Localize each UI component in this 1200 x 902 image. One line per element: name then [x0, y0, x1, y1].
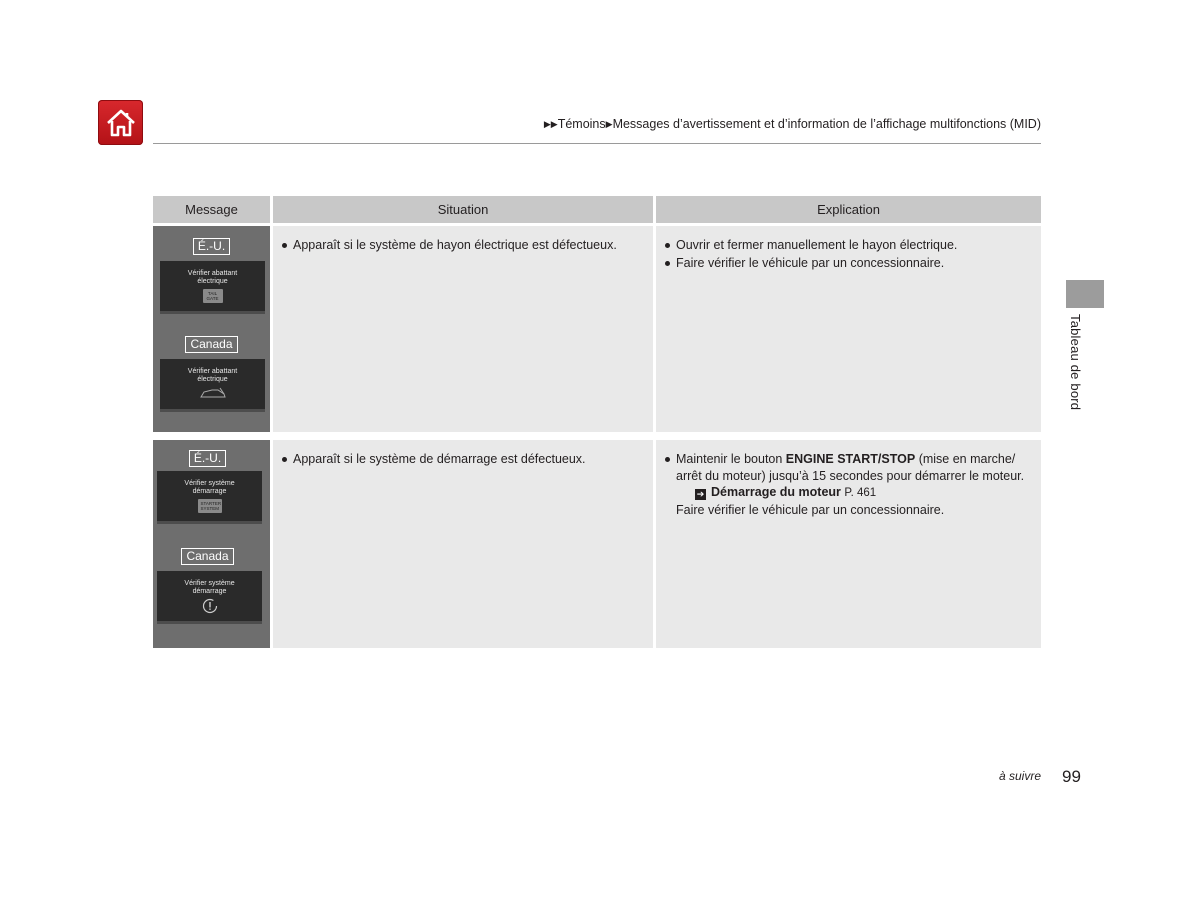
- screen-text: Vérifier abattant électrique: [187, 270, 238, 285]
- explication-cell: [656, 437, 1041, 648]
- mid-screen: [160, 359, 265, 412]
- explication-text: Maintenir le bouton: [676, 452, 786, 466]
- explication-text: Faire vérifier le véhicule par un concessionnaire.: [676, 502, 945, 517]
- column-header-explication: Explication: [656, 196, 1041, 223]
- section-tab-label: Tableau de bord: [1068, 314, 1083, 411]
- starter-system-indicator-icon: STARTER SYSTEM: [198, 499, 222, 513]
- mid-screen: [160, 261, 265, 314]
- home-icon: [105, 108, 137, 138]
- breadcrumb: [544, 117, 1041, 131]
- situation-cell: [273, 223, 656, 432]
- arrow-icon: ▶▶: [543, 119, 558, 129]
- section-tab[interactable]: [1066, 280, 1104, 308]
- region-label-us: É.-U.: [189, 450, 226, 467]
- explication-cell: [656, 223, 1041, 432]
- xref-page: P. 461: [844, 487, 877, 499]
- message-cell: [153, 223, 273, 432]
- xref-title: Démarrage du moteur: [711, 485, 841, 499]
- screen-text: Vérifier système démarrage: [184, 480, 235, 495]
- breadcrumb-part2[interactable]: Messages d’avertissement et d’information de l’affichage multifonctions (MID): [612, 117, 1041, 131]
- continued-label: à suivre: [999, 769, 1042, 783]
- table-row: [153, 223, 1041, 432]
- messages-table: [153, 196, 1041, 648]
- situation-text: Apparaît si le système de hayon électrique est défectueux.: [282, 237, 648, 254]
- region-label-canada: Canada: [185, 336, 237, 353]
- mid-screen: [157, 571, 262, 624]
- message-cell: [153, 437, 273, 648]
- arrow-icon: ▶: [605, 119, 613, 129]
- table-row: [153, 437, 1041, 648]
- tailgate-indicator-icon: TAIL GATE: [203, 289, 223, 303]
- home-button[interactable]: [98, 100, 143, 145]
- screen-text: Vérifier système démarrage: [184, 580, 235, 595]
- breadcrumb-part1[interactable]: Témoins: [557, 117, 606, 131]
- page-number: 99: [1062, 767, 1081, 786]
- explication-item: Faire vérifier le véhicule par un concessionnaire.: [665, 255, 1036, 272]
- region-label-canada: Canada: [181, 548, 233, 565]
- column-header-situation: Situation: [273, 196, 656, 223]
- screen-text: Vérifier abattant électrique: [187, 368, 238, 383]
- explication-item: [665, 451, 1036, 518]
- column-header-message: Message: [153, 196, 273, 223]
- situation-cell: [273, 437, 656, 648]
- cross-reference-link[interactable]: [676, 484, 1036, 502]
- region-label-us: É.-U.: [193, 238, 230, 255]
- situation-text: Apparaît si le système de démarrage est défectueux.: [282, 451, 648, 468]
- table-header-row: [153, 196, 1041, 223]
- warning-circle-icon: [202, 598, 218, 614]
- tailgate-car-icon: [198, 386, 228, 400]
- reference-arrow-icon: ➔: [696, 489, 705, 499]
- explication-item: Ouvrir et fermer manuellement le hayon électrique.: [665, 237, 1036, 254]
- header-rule: [153, 143, 1041, 144]
- engine-start-stop-label: ENGINE START/STOP: [785, 452, 916, 466]
- mid-screen: [157, 471, 262, 524]
- explication-text: (mise en marche/ arrêt du moteur) jusqu’à 15 secondes pour démarrer le moteur.: [676, 452, 1025, 483]
